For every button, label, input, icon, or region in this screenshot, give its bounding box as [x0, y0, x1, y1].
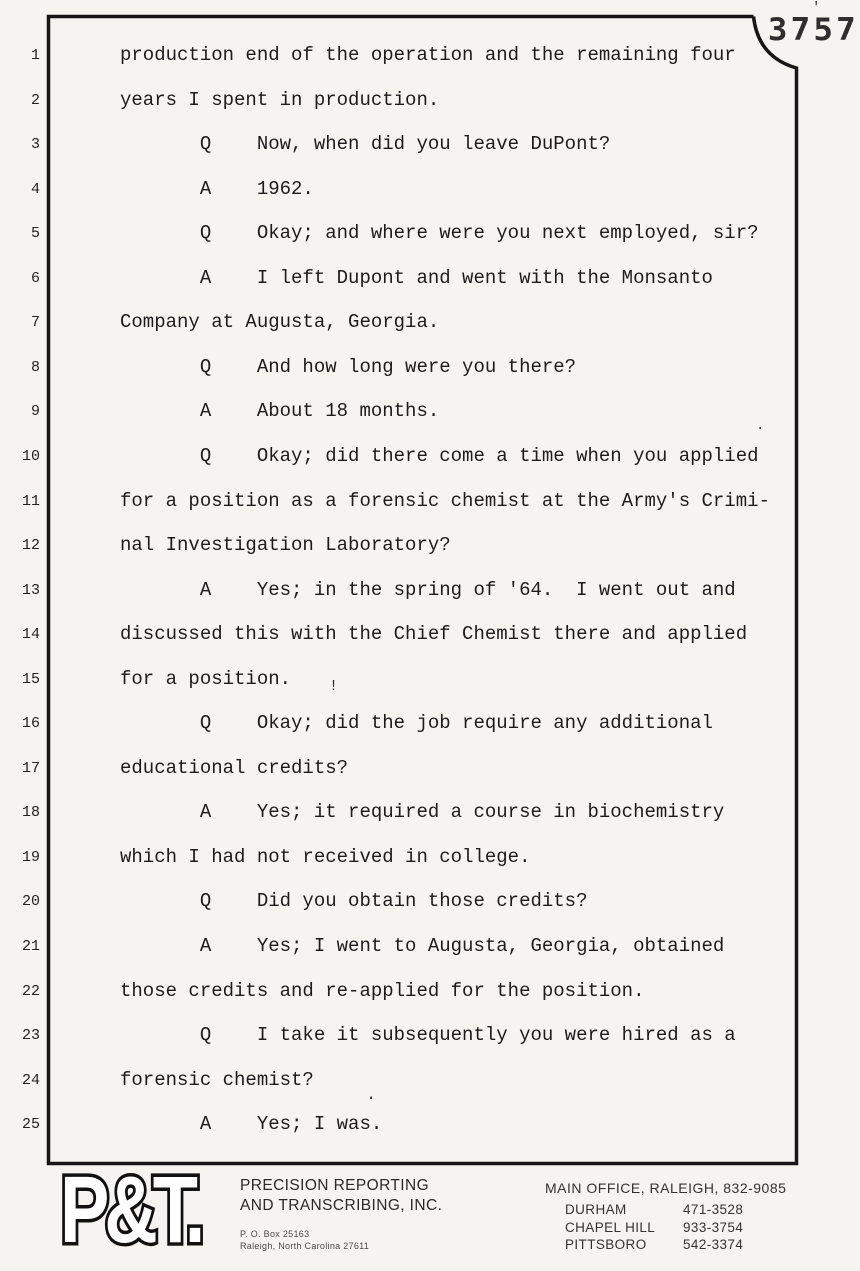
transcript-line [0, 980, 860, 1010]
company-address [240, 1228, 369, 1252]
line-text: discussed this with the Chief Chemist there and applied [120, 623, 748, 646]
line-number: 13 [21, 581, 40, 599]
line-number: 15 [21, 670, 40, 688]
line-number: 14 [21, 626, 40, 644]
office-phone-table [565, 1201, 763, 1254]
office-row [565, 1219, 763, 1237]
company-address-line1: P. O. Box 25163 [240, 1229, 310, 1239]
line-number: 16 [21, 715, 40, 733]
line-text: A Yes; in the spring of '64. I went out and [120, 578, 736, 601]
transcript-line [0, 579, 860, 609]
line-number: 2 [30, 91, 40, 109]
line-number: 22 [21, 982, 40, 1000]
line-text: Q Now, when did you leave DuPont? [120, 133, 611, 156]
company-name-line2: AND TRANSCRIBING, INC. [240, 1197, 443, 1214]
transcript-line [0, 757, 860, 787]
line-text: years I spent in production. [120, 88, 440, 111]
line-number: 19 [21, 848, 40, 866]
line-number: 23 [21, 1027, 40, 1045]
office-row [565, 1236, 763, 1254]
line-number: 18 [21, 804, 40, 822]
company-address-line2: Raleigh, North Carolina 27611 [240, 1241, 370, 1251]
line-text: A About 18 months. [120, 400, 440, 423]
line-text: production end of the operation and the remaining four [120, 44, 736, 66]
office-phone: 542-3374 [683, 1237, 744, 1252]
line-text: A 1962. [120, 177, 314, 200]
transcript-line [0, 356, 860, 386]
transcript-line [0, 890, 860, 920]
line-number: 25 [21, 1116, 40, 1134]
line-number: 11 [21, 492, 40, 510]
line-number: 1 [30, 47, 40, 64]
transcript-line [0, 445, 860, 475]
line-text: A I left Dupont and went with the Monsanto [120, 266, 713, 289]
office-city: DURHAM [565, 1202, 627, 1217]
line-number: 12 [21, 537, 40, 555]
line-text: A Yes; I went to Augusta, Georgia, obtained [120, 935, 725, 957]
pt-logo-text: P&T. [60, 1157, 201, 1264]
transcript-line [0, 44, 860, 74]
transcript-line [0, 534, 860, 564]
line-text: A Yes; it required a course in biochemistry [120, 801, 725, 824]
line-text: educational credits? [120, 756, 349, 779]
company-name [240, 1176, 442, 1216]
line-text: Q And how long were you there? [120, 355, 577, 378]
page-number-stamp: 3757 [767, 12, 859, 48]
line-number: 7 [30, 314, 40, 332]
office-city: CHAPEL HILL [565, 1219, 656, 1235]
transcript-line [0, 1024, 860, 1054]
line-text: Q Okay; did there come a time when you applied [120, 444, 759, 467]
line-text: Q Okay; and where were you next employed, sir? [120, 222, 759, 245]
line-text: forensic chemist? [120, 1068, 314, 1091]
line-text: Q I take it subsequently you were hired as a [120, 1024, 736, 1047]
line-number: 3 [30, 136, 40, 154]
transcript-line [0, 267, 860, 297]
main-office-line: MAIN OFFICE, RALEIGH, 832-9085 [545, 1180, 787, 1196]
transcript-line [0, 623, 860, 653]
line-number: 17 [21, 759, 40, 777]
transcript-line [0, 801, 860, 831]
line-text: those credits and re-applied for the position. [120, 979, 645, 1002]
line-number: 4 [30, 180, 40, 198]
transcript-line [0, 668, 860, 698]
office-phone: 933-3754 [683, 1219, 744, 1235]
transcript-line [0, 222, 860, 252]
line-number: 8 [30, 358, 40, 376]
line-number: 6 [30, 269, 40, 287]
transcript-line [0, 712, 860, 742]
line-text: for a position as a forensic chemist at the Army's Crimi- [120, 489, 770, 512]
line-text: Q Okay; did the job require any additional [120, 712, 713, 735]
transcript-line [0, 846, 860, 876]
transcript-line [0, 1069, 860, 1099]
company-name-line1: PRECISION REPORTING [240, 1177, 430, 1194]
office-row [565, 1201, 763, 1219]
line-text: nal Investigation Laboratory? [120, 534, 451, 557]
scan-artifact-mark: . [756, 418, 765, 434]
scan-artifact-mark: ' [812, 0, 821, 16]
transcript-line [0, 133, 860, 163]
pt-logo [58, 1157, 248, 1268]
transcript-line [0, 490, 860, 520]
office-phone: 471-3528 [683, 1202, 744, 1217]
line-number: 9 [30, 403, 40, 421]
line-number: 10 [21, 447, 40, 465]
line-text: Q Did you obtain those credits? [120, 890, 588, 913]
office-city: PITTSBORO [565, 1237, 647, 1252]
transcript-line [0, 400, 860, 430]
transcript-line [0, 178, 860, 208]
line-text: for a position. [120, 667, 292, 690]
line-text: A Yes; I was. [120, 1113, 383, 1136]
line-number: 20 [21, 893, 40, 911]
transcript-line [0, 935, 860, 965]
transcript-line [0, 1113, 860, 1143]
line-number: 21 [21, 938, 40, 955]
line-text: Company at Augusta, Georgia. [120, 311, 440, 334]
scan-artifact-mark: ! [329, 678, 339, 695]
transcript-line [0, 311, 860, 341]
line-text: which I had not received in college. [120, 845, 531, 868]
line-number: 5 [30, 225, 40, 243]
scan-artifact-mark: . [366, 1086, 377, 1105]
line-number: 24 [21, 1071, 40, 1089]
transcript-line [0, 89, 860, 119]
